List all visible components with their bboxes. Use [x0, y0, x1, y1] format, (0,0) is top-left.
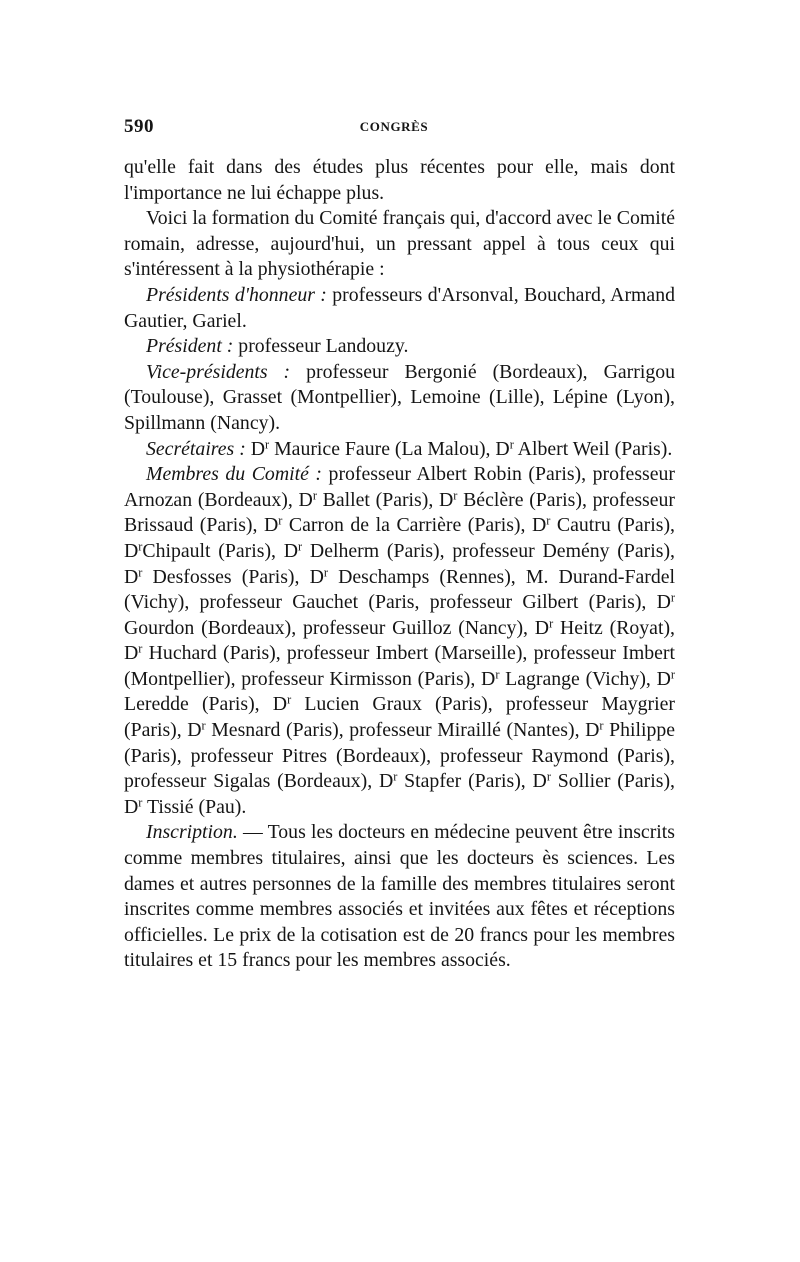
committee-members-text: professeur Albert Robin (Paris), professeur Arnozan (Bordeaux), $D^r$ Ballet (Paris), $D^r$ Béclère (Paris), professeur Brissaud (Paris), $D^r$ Carron de la Carrière (Paris), $D^r$ Cautru (Paris), $D^rChipault$ (Paris), $D^r$ Delherm (Paris), professeur Demény (Paris), $D^r$ Desfosses (Paris), $D^r$ Deschamps (Rennes), M. Durand-Fardel (Vichy), professeur Gauchet (Paris, professeur Gilbert (Paris), $D^r$ Gourdon (Bordeaux), professeur Guilloz (Nancy), $D^r$ Heitz (Royat), $D^r$ Huchard (Paris), professeur Imbert (Marseille), professeur Imbert (Montpellier), professeur Kirmisson (Paris), $D^r$ Lagrange (Vichy), $D^r$ Leredde (Paris), $D^r$ Lucien Graux (Paris), professeur Maygrier (Paris), $D^r$ Mesnard (Paris), professeur Miraillé (Nantes), $D^r$ Philippe (Paris), professeur Pitres (Bordeaux), professeur Raymond (Paris), professeur Sigalas (Bordeaux), $D^r$ Stapfer (Paris), $D^r$ Sollier (Paris), $D^r$ Tissié (Pau). — [124, 463, 676, 818]
vice-presidents-label: Vice-présidents : — [146, 360, 291, 383]
page-header — [124, 116, 676, 144]
paragraph-honorary-presidents — [124, 283, 675, 334]
honorary-presidents-label: Présidents d'honneur : — [146, 283, 327, 306]
committee-members-label: Membres du Comité : — [146, 463, 323, 486]
paragraph-continuation: qu'elle fait dans des études plus récentes pour elle, mais dont l'importance ne lui échappe plus. — [124, 156, 675, 204]
paragraph-inscription — [124, 820, 675, 974]
secretaries-label: Secrétaires : — [146, 437, 246, 460]
paragraph-vice-presidents — [124, 360, 675, 437]
paragraph-committee-intro: Voici la formation du Comité français qui, d'accord avec le Comité romain, adresse, aujourd'hui, un pressant appel à tous ceux qui s'intéressent à la physiothérapie : — [124, 207, 675, 281]
inscription-label: Inscription. — [146, 821, 238, 844]
vice-presidents-text: professeur Bergonié (Bordeaux), Garrigou (Toulouse), Grasset (Montpellier), Lemoine (Lille), Lépine (Lyon), Spillmann (Nancy). — [124, 360, 675, 434]
body-text — [124, 155, 675, 974]
paragraph-secretaries — [124, 437, 675, 463]
president-text: professeur Landouzy. — [233, 335, 409, 358]
inscription-text: — Tous les docteurs en médecine peuvent être inscrits comme membres titulaires, ainsi que les docteurs ès sciences. Les dames et autres personnes de la famille des membres titulaires seront inscrites comme membres associés et invitées aux fêtes et réceptions officielles. Le prix de la cotisation est de 20 francs pour les membres titulaires et 15 francs pour les membres associés. — [124, 821, 675, 972]
secretaries-text: $D^r$ Maurice Faure (La Malou), $D^r$ Albert Weil (Paris). — [250, 436, 673, 460]
president-label: Président : — [146, 335, 234, 358]
running-head: CONGRÈS — [359, 119, 429, 134]
paragraph-committee-members — [124, 462, 675, 820]
paragraph-president — [124, 334, 675, 360]
page-number: 590 — [124, 116, 154, 137]
honorary-presidents-text: professeurs d'Arsonval, Bouchard, Armand Gautier, Gariel. — [124, 283, 675, 332]
